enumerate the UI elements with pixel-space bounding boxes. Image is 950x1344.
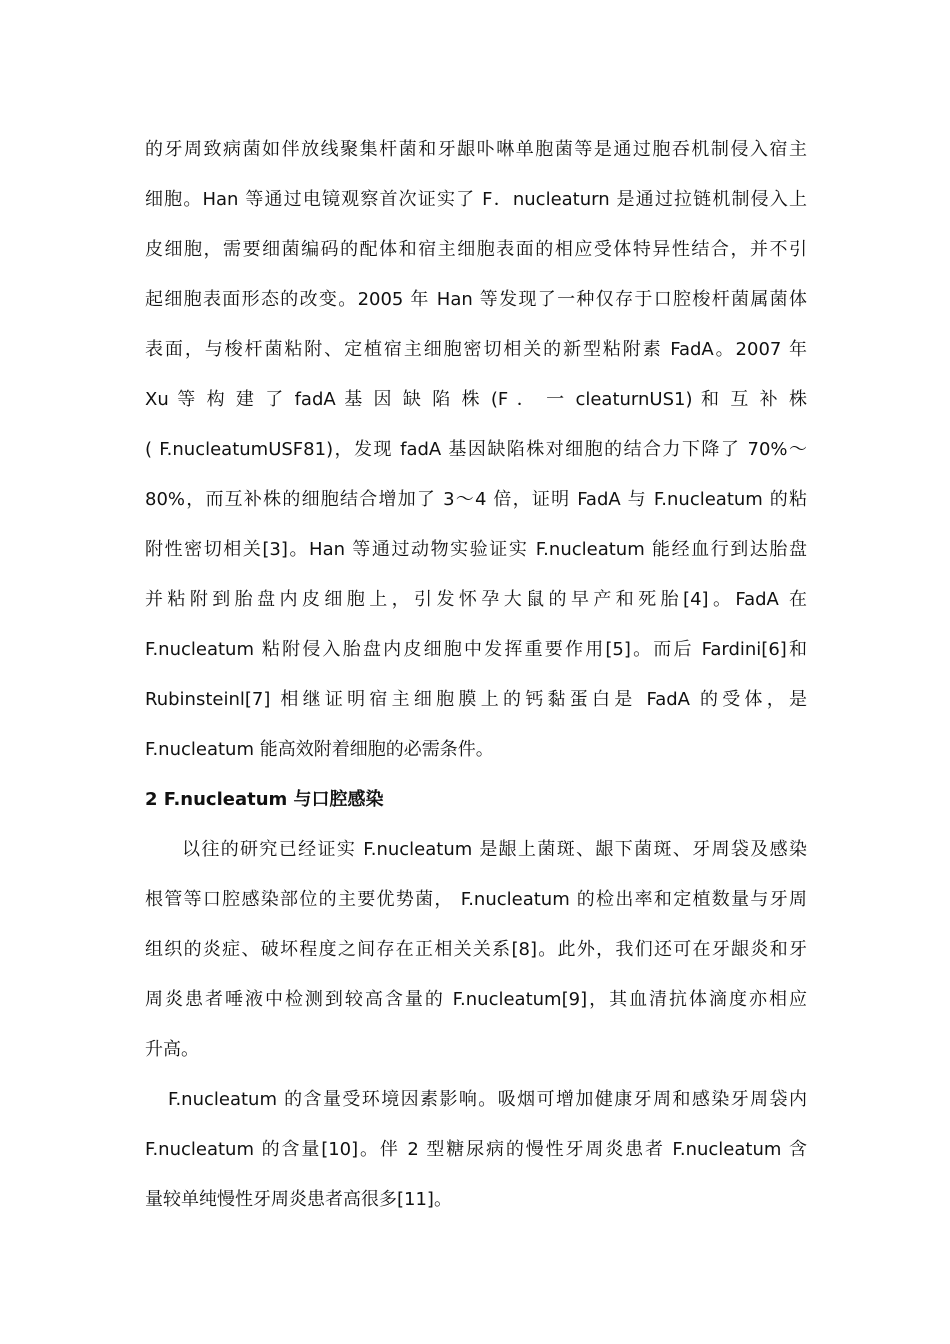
paragraph-1-line-6: Xu 等 构 建 了 fadA 基 因 缺 陷 株 (F ． 一 cleaturnUS1) 和 互 补 株 <box>145 389 807 410</box>
paragraph-1-line-8: 80%，而互补株的细胞结合增加了 3～4 倍，证明 FadA 与 F.nucleatum 的粘 <box>145 489 807 510</box>
paragraph-1-line-5: 表面，与梭杆菌粘附、定植宿主细胞密切相关的新型粘附素 FadA。2007 年 <box>145 339 807 360</box>
paragraph-1-line-13: F.nucleatum 能高效附着细胞的必需条件。 <box>145 739 494 760</box>
paragraph-3-line-1: F.nucleatum 的含量受环境因素影响。吸烟可增加健康牙周和感染牙周袋内 <box>168 1089 807 1110</box>
paragraph-3-line-3: 量较单纯慢性牙周炎患者高很多[11]。 <box>145 1189 452 1210</box>
paragraph-1-line-4: 起细胞表面形态的改变。2005 年 Han 等发现了一种仅存于口腔梭杆菌属菌体 <box>145 289 807 310</box>
paragraph-2-line-3: 组织的炎症、破坏程度之间存在正相关关系[8]。此外，我们还可在牙龈炎和牙 <box>145 939 807 960</box>
paragraph-1-line-3: 皮细胞，需要细菌编码的配体和宿主细胞表面的相应受体特异性结合，并不引 <box>145 239 807 260</box>
paragraph-1-line-1: 的牙周致病菌如伴放线聚集杆菌和牙龈卟啉单胞菌等是通过胞吞机制侵入宿主 <box>145 139 807 160</box>
paragraph-2-line-4: 周炎患者唾液中检测到较高含量的 F.nucleatum[9]，其血清抗体滴度亦相应 <box>145 989 807 1010</box>
section-heading: 2 F.nucleatum 与口腔感染 <box>145 789 384 810</box>
paragraph-1-line-7: ( F.nucleatumUSF81)，发现 fadA 基因缺陷株对细胞的结合力下降了 70%～ <box>145 439 807 460</box>
paragraph-1-line-2: 细胞。Han 等通过电镜观察首次证实了 F．nucleaturn 是通过拉链机制侵入上 <box>145 189 807 210</box>
paragraph-1-line-9: 附性密切相关[3]。Han 等通过动物实验证实 F.nucleatum 能经血行到达胎盘 <box>145 539 807 560</box>
paragraph-1-line-12: Rubinsteinl[7] 相继证明宿主细胞膜上的钙黏蛋白是 FadA 的受体，是 <box>145 689 807 710</box>
paragraph-2-line-5: 升高。 <box>145 1039 199 1060</box>
paragraph-1-line-10: 并粘附到胎盘内皮细胞上，引发怀孕大鼠的早产和死胎[4]。FadA 在 <box>145 589 807 610</box>
paragraph-2-line-2: 根管等口腔感染部位的主要优势菌， F.nucleatum 的检出率和定植数量与牙周 <box>145 889 807 910</box>
paragraph-2-line-1: 以往的研究已经证实 F.nucleatum 是龈上菌斑、龈下菌斑、牙周袋及感染 <box>182 839 807 860</box>
paragraph-1-line-11: F.nucleatum 粘附侵入胎盘内皮细胞中发挥重要作用[5]。而后 Fardini[6]和 <box>145 639 807 660</box>
paragraph-3-line-2: F.nucleatum 的含量[10]。伴 2 型糖尿病的慢性牙周炎患者 F.nucleatum 含 <box>145 1139 807 1160</box>
